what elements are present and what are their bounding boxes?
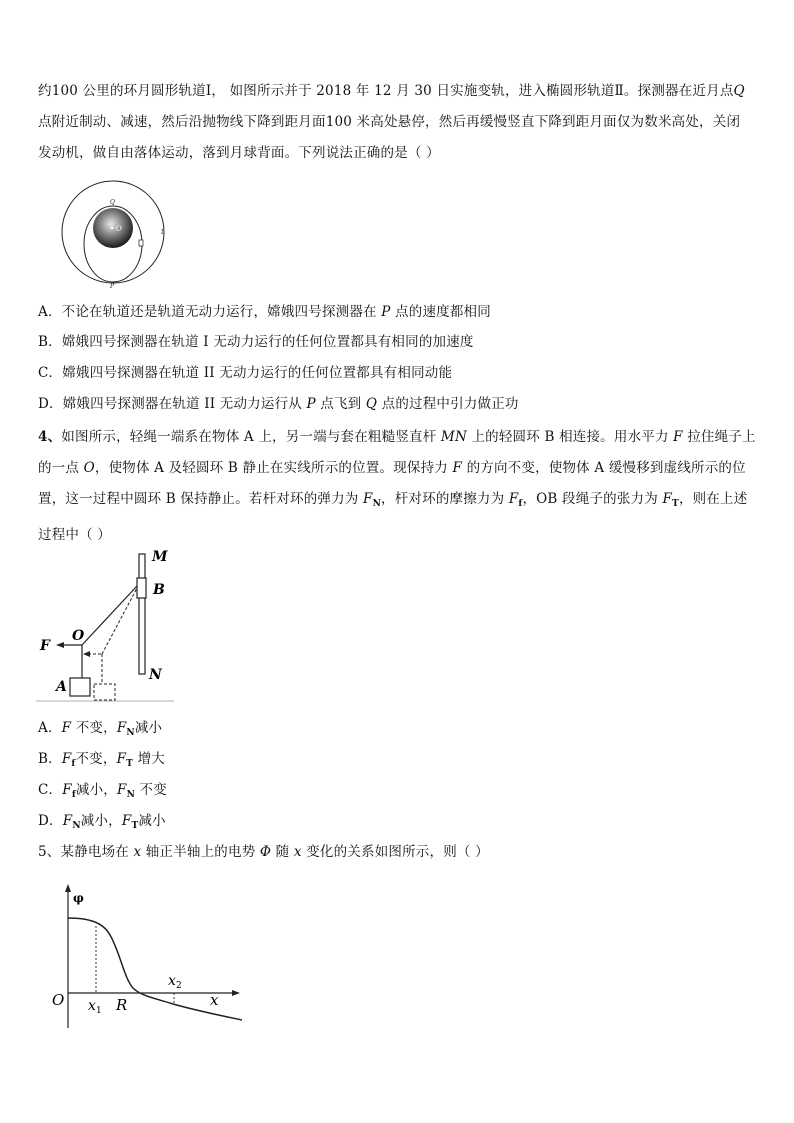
svg-text:O: O (52, 991, 65, 1009)
block-a (70, 678, 90, 696)
q3-line-3: 发动机，做自由落体运动，落到月球背面。下列说法正确的是（ ） (38, 145, 440, 161)
svg-text:F: F (40, 638, 50, 654)
label-q: Q (110, 199, 115, 206)
q4-option-b: B．$F_f$不变，$F_T$ 增大 (38, 751, 165, 769)
q5-stem: 5、某静电场在 x 轴正半轴上的电势 Φ 随 x 变化的关系如图所示，则（ ） (38, 844, 489, 860)
q5-potential-graph (48, 880, 248, 1030)
q3-option-c: C．嫦娥四号探测器在轨道 II 无动力运行的任何位置都具有相同动能 (38, 365, 453, 381)
ring-b (137, 578, 146, 598)
svg-text:N: N (149, 667, 162, 683)
svg-text:x: x (168, 973, 176, 989)
svg-text:R: R (116, 996, 128, 1014)
q4-line-2: 的一点 O，使物体 A 及轻圆环 B 静止在实线所示的位置。现保持力 F 的方向不变，使物体 A 缓慢移到虚线所示的位 (38, 460, 746, 476)
q3-line-1: 约100 公里的环月圆形轨道Ⅰ， 如图所示并于 2018 年 12 月 30 日实施变轨，进入椭圆形轨道Ⅱ。探测器在近月点Q (38, 83, 745, 99)
svg-text:B: B (153, 582, 165, 598)
block-a-moved (94, 684, 115, 700)
svg-text:O: O (72, 628, 85, 644)
label-o: O (116, 225, 122, 233)
q3-line-2: 点附近制动、减速，然后沿抛物线下降到距月面100 米高处悬停，然后再缓慢竖直下降到距月面仅为数米高处，关闭 (38, 114, 741, 130)
svg-text:x: x (210, 991, 219, 1009)
q4-line-4: 过程中（ ） (38, 527, 111, 543)
svg-text:A: A (56, 679, 67, 695)
svg-text:φ: φ (73, 891, 84, 905)
label-track-1: Ⅰ (161, 229, 164, 236)
q3-orbit-figure (55, 180, 175, 290)
q3-option-b: B．嫦娥四号探测器在轨道 I 无动力运行的任何位置都具有相同的加速度 (38, 334, 474, 350)
q3-stem (38, 76, 760, 169)
q4-stem (38, 422, 760, 551)
q4-line-3: 置，这一过程中圆环 B 保持静止。若杆对环的弹力为 $F_N$，杆对环的摩擦力为 $F_f$，OB 段绳子的张力为 $F_T$，则在上述 (38, 491, 748, 509)
q4-line-1: 4、如图所示，轻绳一端系在物体 A 上，另一端与套在粗糙竖直杆 MN 上的轻圆环 B 相连接。用水平力 F 拉住绳子上 (38, 429, 756, 445)
q4-option-a: A．F 不变，$F_N$减小 (38, 720, 163, 738)
q4-option-c: C．$F_f$减小，$F_N$ 不变 (38, 782, 167, 800)
svg-text:x: x (88, 998, 96, 1014)
q4-rope-figure (36, 548, 176, 706)
rod-mn (139, 554, 145, 674)
q4-option-d: D．$F_N$减小，$F_T$减小 (38, 813, 166, 831)
svg-text:M: M (152, 549, 168, 565)
q3-option-a: A．不论在轨道还是轨道无动力运行，嫦娥四号探测器在 P 点的速度都相同 (38, 304, 491, 320)
svg-text:1: 1 (96, 1006, 102, 1016)
label-p: P (110, 283, 115, 290)
svg-text:2: 2 (176, 981, 182, 991)
q3-option-d: D．嫦娥四号探测器在轨道 II 无动力运行从 P 点飞到 Q 点的过程中引力做正功 (38, 396, 519, 412)
